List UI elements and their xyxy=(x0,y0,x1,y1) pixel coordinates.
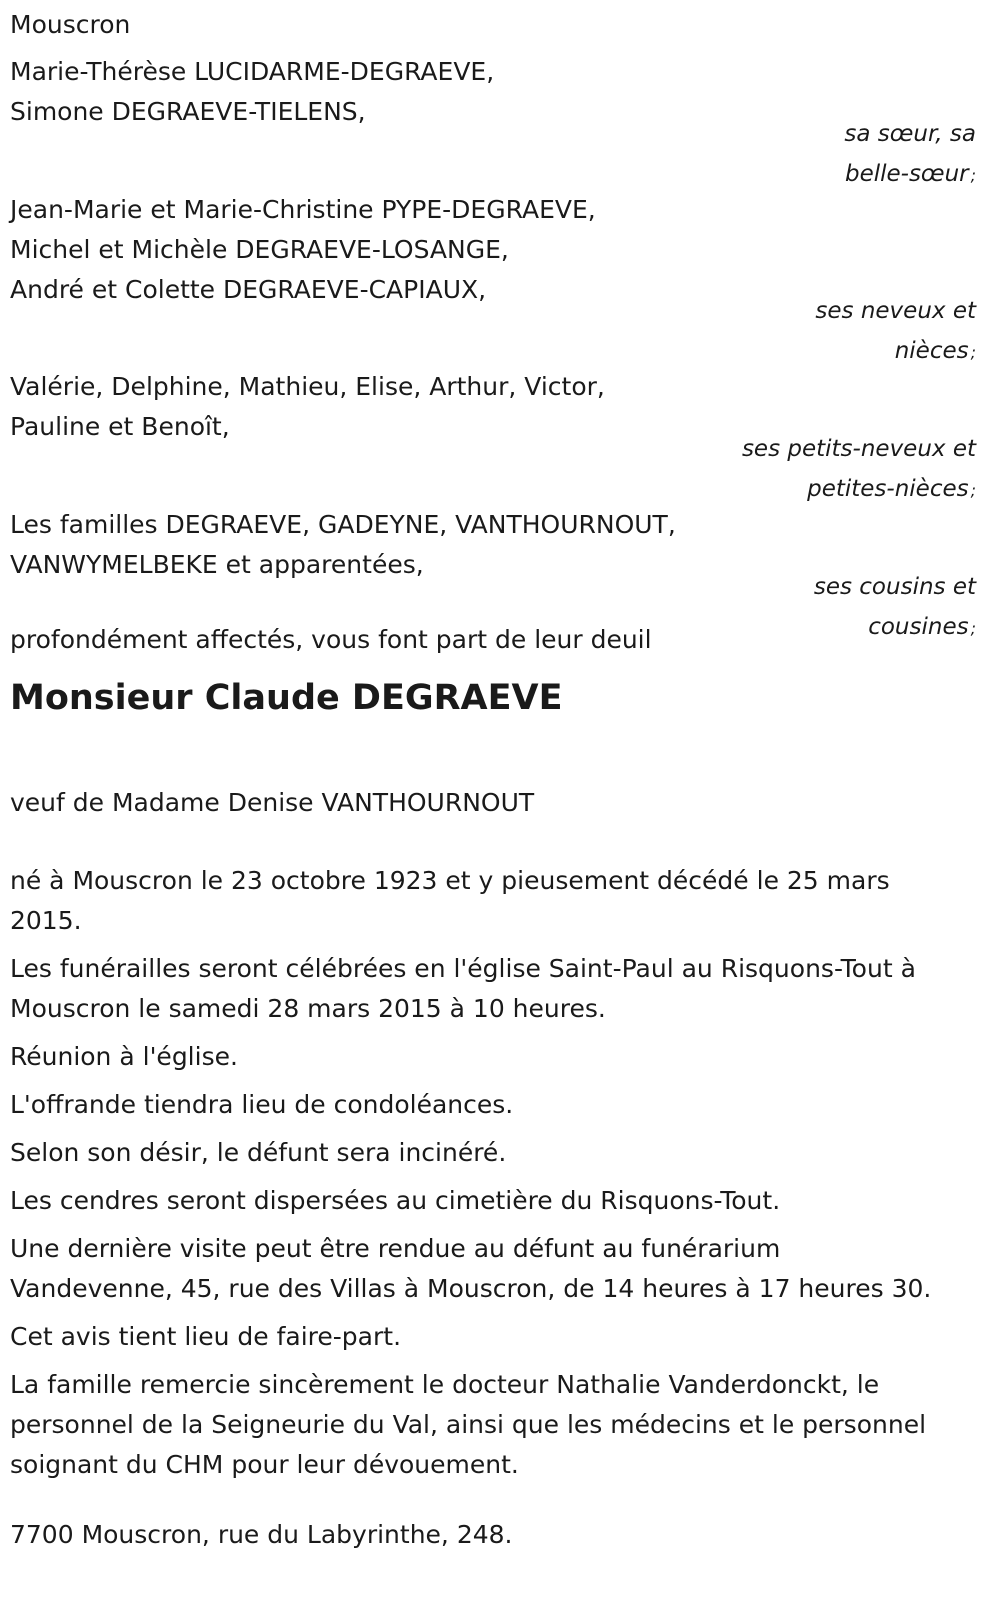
relation-grandnephews xyxy=(742,429,976,511)
paragraph-cremation xyxy=(10,1133,980,1173)
relation-line: ses cousins et xyxy=(813,574,976,600)
widower-of: veuf de Madame Denise VANTHOURNOUT xyxy=(10,788,535,817)
paragraph-line: personnel de la Seigneurie du Val, ainsi que les médecins et le personnel xyxy=(10,1410,927,1439)
paragraph-thanks xyxy=(10,1365,980,1485)
relation-separator: ; xyxy=(970,166,976,185)
paragraph-offering xyxy=(10,1085,980,1125)
paragraph-line: L'offrande tiendra lieu de condoléances. xyxy=(10,1090,514,1119)
city: Mouscron xyxy=(10,10,131,39)
family-name-line: Valérie, Delphine, Mathieu, Elise, Arthur, Victor, xyxy=(10,372,605,401)
family-group-sister xyxy=(10,52,990,132)
paragraph-line: 2015. xyxy=(10,906,82,935)
paragraph-line: Vandevenne, 45, rue des Villas à Mouscron, de 14 heures à 17 heures 30. xyxy=(10,1274,932,1303)
paragraph-visit xyxy=(10,1229,980,1309)
paragraph-line: Selon son désir, le défunt sera incinéré. xyxy=(10,1138,507,1167)
family-name-line: Jean-Marie et Marie-Christine PYPE-DEGRAEVE, xyxy=(10,195,596,224)
family-name-line: Michel et Michèle DEGRAEVE-LOSANGE, xyxy=(10,235,509,264)
announcement: profondément affectés, vous font part de leur deuil xyxy=(10,625,652,654)
relation-line: belle-sœur xyxy=(844,161,969,187)
relation-line: ses neveux et xyxy=(815,298,976,324)
paragraph-meeting xyxy=(10,1037,980,1077)
family-name-line: Pauline et Benoît, xyxy=(10,412,230,441)
relation-line: ses petits-neveux et xyxy=(741,436,976,462)
details xyxy=(10,861,985,1493)
paragraph-line: né à Mouscron le 23 octobre 1923 et y pieusement décédé le 25 mars xyxy=(10,866,890,895)
paragraph-line: Cet avis tient lieu de faire-part. xyxy=(10,1322,402,1351)
relation-line: sa sœur, sa xyxy=(844,121,976,147)
paragraph-funeral xyxy=(10,949,980,1029)
relation-separator: ; xyxy=(970,343,976,362)
paragraph-birth-death xyxy=(10,861,980,941)
address: 7700 Mouscron, rue du Labyrinthe, 248. xyxy=(10,1520,513,1549)
paragraph-line: Les funérailles seront célébrées en l'église Saint-Paul au Risquons-Tout à xyxy=(10,954,916,983)
family-name-line: Simone DEGRAEVE-TIELENS, xyxy=(10,97,366,126)
paragraph-ashes xyxy=(10,1181,980,1221)
paragraph-line: Une dernière visite peut être rendue au défunt au funérarium xyxy=(10,1234,781,1263)
relation-cousins xyxy=(814,567,976,649)
paragraph-line: La famille remercie sincèrement le docteur Nathalie Vanderdonckt, le xyxy=(10,1370,880,1399)
relation-sister xyxy=(844,114,976,196)
relation-line: cousines xyxy=(868,614,969,640)
paragraph-line: Réunion à l'église. xyxy=(10,1042,238,1071)
family-name-line: Les familles DEGRAEVE, GADEYNE, VANTHOURNOUT, xyxy=(10,510,676,539)
paragraph-line: soignant du CHM pour leur dévouement. xyxy=(10,1450,519,1479)
family-name-line: VANWYMELBEKE et apparentées, xyxy=(10,550,424,579)
relation-line: nièces xyxy=(894,338,969,364)
paragraph-line: Mouscron le samedi 28 mars 2015 à 10 heures. xyxy=(10,994,606,1023)
deceased-name: Monsieur Claude DEGRAEVE xyxy=(10,678,563,718)
paragraph-line: Les cendres seront dispersées au cimetière du Risquons-Tout. xyxy=(10,1186,781,1215)
relation-separator: ; xyxy=(970,481,976,500)
relation-nephews xyxy=(815,291,976,373)
relation-separator: ; xyxy=(970,619,976,638)
paragraph-notice xyxy=(10,1317,980,1357)
family-name-line: André et Colette DEGRAEVE-CAPIAUX, xyxy=(10,275,487,304)
family-name-line: Marie-Thérèse LUCIDARME-DEGRAEVE, xyxy=(10,57,495,86)
relation-line: petites-nièces xyxy=(807,476,969,502)
